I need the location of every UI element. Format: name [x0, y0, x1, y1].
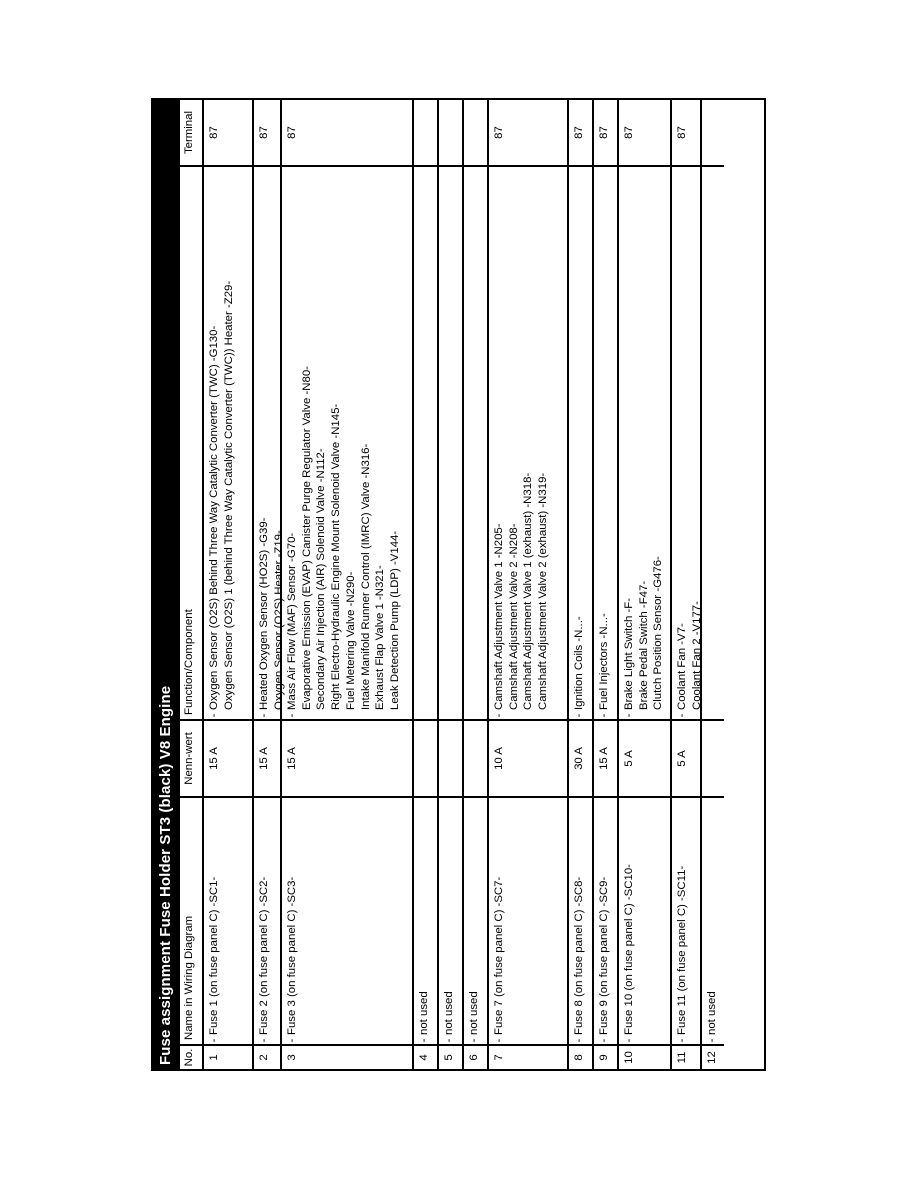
function-line: Camshaft Adjustment Valve 2 -N208-	[507, 523, 520, 710]
row-name: Fuse 2 (on fuse panel C) -SC2-	[258, 876, 270, 1035]
row-value	[702, 721, 724, 798]
row-name: not used	[418, 991, 430, 1035]
row-name: not used	[468, 991, 480, 1035]
row-terminal	[439, 100, 462, 167]
row-function	[619, 167, 670, 712]
header-name: Name in Wiring Diagram	[180, 798, 202, 1046]
row-dash: -	[569, 712, 592, 721]
row-dash: -	[702, 1037, 724, 1046]
table-row	[670, 100, 703, 1069]
fuse-table	[180, 100, 764, 1069]
row-function	[569, 167, 592, 712]
table-title: Fuse assignment Fuse Holder ST3 (black) V8 Engine	[157, 685, 174, 1065]
row-number: 1	[208, 1054, 220, 1061]
row-dash: -	[569, 1037, 592, 1046]
function-line: Camshaft Adjustment Valve 1 -N205-	[493, 523, 505, 710]
row-terminal: 87	[489, 100, 567, 167]
row-dash: -	[254, 712, 280, 721]
row-function	[282, 167, 412, 712]
function-line: Right Electro-Hydraulic Engine Mount Solenoid Valve -N145-	[330, 403, 343, 710]
row-dash: -	[619, 712, 670, 721]
row-terminal: 87	[204, 100, 252, 167]
row-value: 30 A	[569, 721, 592, 798]
function-line: Leak Detection Pump (LDP) -V144-	[388, 530, 401, 710]
row-number: 10	[623, 1051, 635, 1064]
row-dash: -	[672, 712, 700, 721]
function-line: Intake Manifold Runner Control (IMRC) Valve -N316-	[359, 443, 372, 710]
function-line: Evaporative Emission (EVAP) Canister Purge Regulator Valve -N80-	[300, 366, 313, 710]
table-row	[617, 100, 670, 1069]
row-terminal	[414, 100, 437, 167]
table-row	[462, 100, 487, 1069]
row-value: 5 A	[672, 721, 700, 798]
row-terminal: 87	[569, 100, 592, 167]
header-function: Function/Component	[180, 167, 202, 721]
row-number: 9	[598, 1054, 610, 1061]
row-number: 5	[443, 1054, 455, 1061]
function-line: Brake Light Switch -F-	[623, 597, 635, 710]
row-function	[414, 167, 437, 712]
row-number: 2	[258, 1054, 270, 1061]
row-dash: -	[439, 1037, 462, 1046]
header-no: No.	[183, 1048, 195, 1067]
table-row	[592, 100, 617, 1069]
row-value: 15 A	[282, 721, 412, 798]
function-line: Coolant Fan 2 -V177-	[690, 601, 703, 710]
function-line: Oxygen Sensor (O2S) Heater -Z19-	[272, 530, 285, 710]
row-dash: -	[414, 1037, 437, 1046]
row-name: Fuse 7 (on fuse panel C) -SC7-	[493, 876, 505, 1035]
row-value	[414, 721, 437, 798]
table-header-row	[180, 100, 202, 1069]
row-dash: -	[672, 1037, 700, 1046]
table-row	[567, 100, 592, 1069]
row-dash: -	[489, 1037, 567, 1046]
function-line: Heated Oxygen Sensor (HO2S) -G39-	[258, 517, 270, 710]
function-line: Oxygen Sensor (O2S) 1 (behind Three Way Catalytic Converter (TWC)) Heater -Z29-	[222, 280, 235, 710]
row-number: 7	[493, 1054, 505, 1061]
row-function	[594, 167, 617, 712]
table-row	[412, 100, 437, 1069]
row-name: Fuse 1 (on fuse panel C) -SC1-	[208, 876, 220, 1035]
row-name: Fuse 9 (on fuse panel C) -SC9-	[598, 876, 610, 1035]
function-line: Ignition Coils -N...-	[573, 616, 585, 710]
row-terminal	[702, 100, 724, 167]
row-terminal	[464, 100, 487, 167]
row-value: 15 A	[204, 721, 252, 798]
function-line: Camshaft Adjustment Valve 1 (exhaust) -N318-	[522, 472, 535, 710]
row-terminal: 87	[594, 100, 617, 167]
row-dash: -	[594, 1037, 617, 1046]
row-dash: -	[204, 1037, 252, 1046]
table-row	[700, 100, 724, 1069]
row-number: 12	[706, 1051, 718, 1064]
row-number: 11	[676, 1051, 688, 1064]
row-function	[204, 167, 252, 712]
row-function	[702, 167, 724, 712]
row-name: Fuse 10 (on fuse panel C) -SC10-	[623, 864, 635, 1035]
row-function	[489, 167, 567, 712]
function-line: Mass Air Flow (MAF) Sensor -G70-	[286, 532, 298, 710]
function-line: Coolant Fan -V7-	[676, 623, 688, 710]
function-line: Clutch Position Sensor -G476-	[652, 556, 665, 710]
row-terminal: 87	[254, 100, 280, 167]
row-name: Fuse 8 (on fuse panel C) -SC8-	[573, 876, 585, 1035]
row-value: 15 A	[254, 721, 280, 798]
table-row	[202, 100, 252, 1069]
row-dash: -	[464, 1037, 487, 1046]
row-function	[254, 167, 285, 712]
row-value: 10 A	[489, 721, 567, 798]
rotated-table	[153, 100, 764, 1069]
row-dash: -	[254, 1037, 280, 1046]
row-dash: -	[594, 712, 617, 721]
row-function	[464, 167, 487, 712]
row-dash	[414, 712, 437, 721]
header-terminal: Terminal	[180, 100, 202, 167]
function-line: Camshaft Adjustment Valve 2 (exhaust) -N319-	[537, 472, 550, 710]
row-name: Fuse 11 (on fuse panel C) -SC11-	[676, 865, 688, 1035]
function-line: Exhaust Flap Valve 1 -N321-	[374, 565, 387, 710]
function-line: Fuel Metering Valve -N290-	[344, 571, 357, 710]
row-value: 5 A	[619, 721, 670, 798]
row-name: Fuse 3 (on fuse panel C) -SC3-	[286, 876, 298, 1035]
table-frame	[151, 98, 766, 1071]
row-terminal: 87	[672, 100, 700, 167]
function-line: Secondary Air Injection (AIR) Solenoid Valve -N112-	[315, 448, 328, 710]
row-dash: -	[619, 1037, 670, 1046]
row-number: 4	[418, 1054, 430, 1061]
row-number: 8	[573, 1054, 585, 1061]
row-value	[464, 721, 487, 798]
row-function	[439, 167, 462, 712]
table-row	[252, 100, 285, 1069]
table-row	[280, 100, 412, 1069]
header-value: Nenn-wert	[180, 721, 202, 798]
row-value: 15 A	[594, 721, 617, 798]
row-dash	[439, 712, 462, 721]
row-number: 3	[286, 1054, 298, 1061]
row-name: not used	[443, 991, 455, 1035]
row-number: 6	[468, 1054, 480, 1061]
row-dash: -	[282, 712, 412, 721]
row-dash	[464, 712, 487, 721]
function-line: Oxygen Sensor (O2S) Behind Three Way Catalytic Converter (TWC) -G130-	[208, 325, 220, 710]
row-function	[672, 167, 703, 712]
function-line: Brake Pedal Switch -F47-	[637, 580, 650, 710]
row-dash: -	[282, 1037, 412, 1046]
row-value	[439, 721, 462, 798]
row-terminal: 87	[282, 100, 412, 167]
row-dash	[702, 712, 724, 721]
row-name: not used	[706, 991, 718, 1035]
function-line: Fuel Injectors -N...-	[598, 613, 610, 710]
row-dash: -	[489, 712, 567, 721]
row-terminal: 87	[619, 100, 670, 167]
table-row	[437, 100, 462, 1069]
table-row	[487, 100, 567, 1069]
row-dash: -	[204, 712, 252, 721]
